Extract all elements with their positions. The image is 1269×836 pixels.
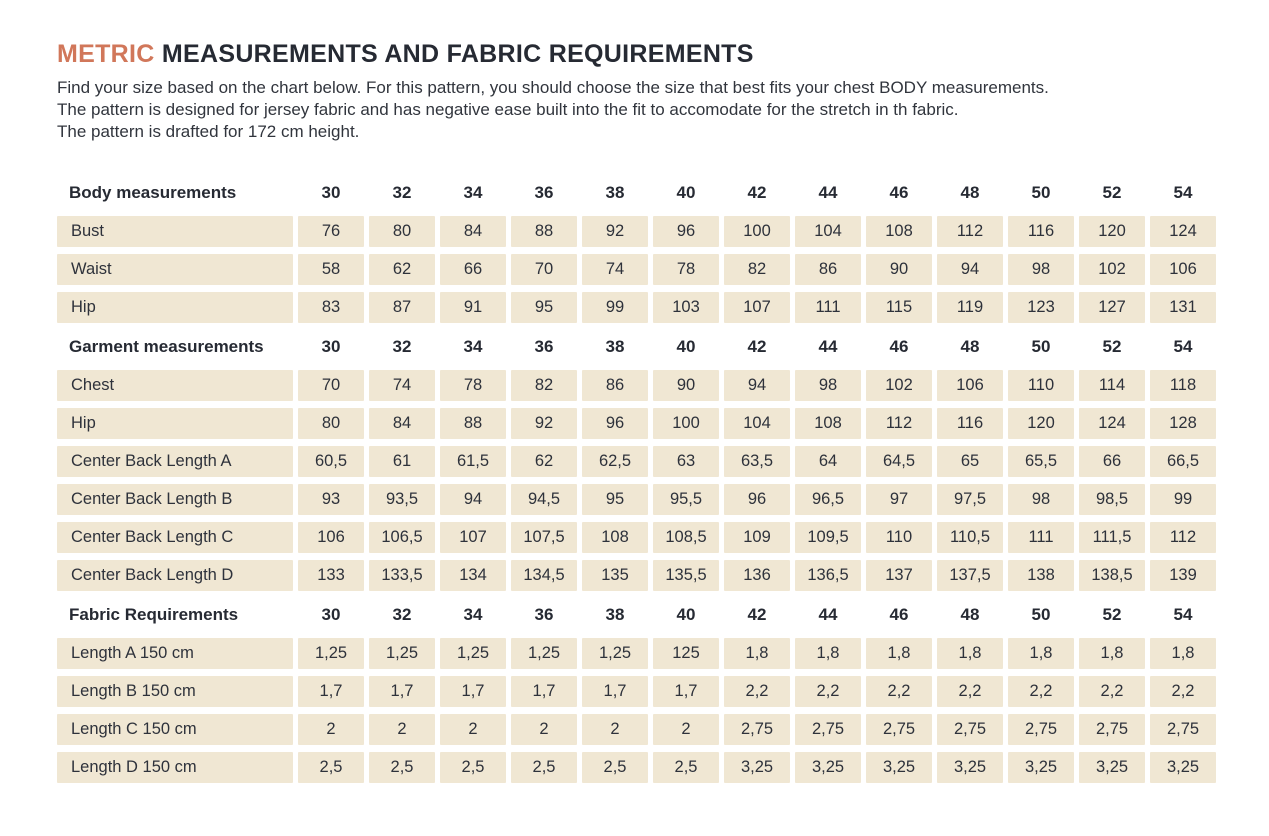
value-cell: 138,5	[1079, 560, 1145, 591]
value-cell: 108,5	[653, 522, 719, 553]
intro-text	[57, 77, 1216, 143]
value-cell: 116	[937, 408, 1003, 439]
value-cell: 137	[866, 560, 932, 591]
section-header-row	[57, 599, 1216, 630]
value-cell: 100	[653, 408, 719, 439]
value-cell: 76	[298, 216, 364, 247]
value-cell: 1,25	[440, 638, 506, 669]
value-cell: 108	[582, 522, 648, 553]
size-header-cell: 44	[818, 336, 838, 356]
value-cell: 62,5	[582, 446, 648, 477]
table-row	[57, 714, 1216, 745]
value-cell: 110	[866, 522, 932, 553]
value-cell: 66	[1079, 446, 1145, 477]
value-cell: 1,25	[298, 638, 364, 669]
value-cell: 2,75	[724, 714, 790, 745]
value-cell: 90	[866, 254, 932, 285]
value-cell: 66	[440, 254, 506, 285]
value-cell: 2,75	[866, 714, 932, 745]
value-cell: 96,5	[795, 484, 861, 515]
intro-line: The pattern is designed for jersey fabric and has negative ease built into the fit to accomodate for the stretch in th fabric.	[57, 100, 959, 119]
page-title	[57, 40, 1216, 68]
value-cell: 78	[653, 254, 719, 285]
size-header-cell: 48	[960, 604, 980, 624]
value-cell: 102	[1079, 254, 1145, 285]
value-cell: 1,7	[298, 676, 364, 707]
value-cell: 111,5	[1079, 522, 1145, 553]
value-cell: 110	[1008, 370, 1074, 401]
value-cell: 63,5	[724, 446, 790, 477]
value-cell: 133	[298, 560, 364, 591]
value-cell: 119	[937, 292, 1003, 323]
value-cell: 124	[1079, 408, 1145, 439]
row-label: Center Back Length D	[57, 560, 293, 591]
value-cell: 96	[724, 484, 790, 515]
table-row	[57, 638, 1216, 669]
value-cell: 2,5	[369, 752, 435, 783]
value-cell: 92	[511, 408, 577, 439]
row-label: Bust	[57, 216, 293, 247]
row-label: Center Back Length C	[57, 522, 293, 553]
value-cell: 96	[653, 216, 719, 247]
value-cell: 136	[724, 560, 790, 591]
table-row	[57, 446, 1216, 477]
value-cell: 1,8	[1150, 638, 1216, 669]
value-cell: 115	[866, 292, 932, 323]
value-cell: 80	[369, 216, 435, 247]
value-cell: 74	[582, 254, 648, 285]
section-header-label: Body measurements	[69, 182, 237, 202]
value-cell: 120	[1079, 216, 1145, 247]
size-header-cell: 32	[392, 182, 412, 202]
size-header-cell: 46	[889, 182, 909, 202]
value-cell: 64,5	[866, 446, 932, 477]
size-header-cell: 40	[676, 604, 696, 624]
value-cell: 2,2	[866, 676, 932, 707]
value-cell: 3,25	[724, 752, 790, 783]
value-cell: 82	[724, 254, 790, 285]
value-cell: 70	[511, 254, 577, 285]
size-header-cell: 32	[392, 604, 412, 624]
value-cell: 98	[1008, 484, 1074, 515]
row-label: Length A 150 cm	[57, 638, 293, 669]
value-cell: 97,5	[937, 484, 1003, 515]
size-header-cell: 30	[321, 604, 341, 624]
value-cell: 2,2	[1150, 676, 1216, 707]
value-cell: 90	[653, 370, 719, 401]
value-cell: 1,8	[866, 638, 932, 669]
size-header-cell: 50	[1031, 336, 1051, 356]
value-cell: 82	[511, 370, 577, 401]
value-cell: 88	[511, 216, 577, 247]
value-cell: 103	[653, 292, 719, 323]
value-cell: 93,5	[369, 484, 435, 515]
measurements-table	[57, 177, 1216, 783]
value-cell: 2	[511, 714, 577, 745]
value-cell: 87	[369, 292, 435, 323]
value-cell: 2,5	[511, 752, 577, 783]
value-cell: 1,8	[937, 638, 1003, 669]
value-cell: 3,25	[937, 752, 1003, 783]
value-cell: 107	[440, 522, 506, 553]
row-label: Length D 150 cm	[57, 752, 293, 783]
size-header-cell: 36	[534, 336, 554, 356]
value-cell: 86	[582, 370, 648, 401]
value-cell: 3,25	[1079, 752, 1145, 783]
value-cell: 134	[440, 560, 506, 591]
value-cell: 1,8	[724, 638, 790, 669]
value-cell: 110,5	[937, 522, 1003, 553]
value-cell: 58	[298, 254, 364, 285]
value-cell: 2,2	[937, 676, 1003, 707]
table-row	[57, 370, 1216, 401]
value-cell: 99	[1150, 484, 1216, 515]
value-cell: 136,5	[795, 560, 861, 591]
value-cell: 138	[1008, 560, 1074, 591]
value-cell: 97	[866, 484, 932, 515]
value-cell: 109	[724, 522, 790, 553]
size-header-cell: 48	[960, 336, 980, 356]
table-row	[57, 216, 1216, 247]
size-header-cell: 42	[747, 182, 767, 202]
value-cell: 84	[369, 408, 435, 439]
size-header-cell: 50	[1031, 182, 1051, 202]
size-header-cell: 38	[605, 336, 625, 356]
value-cell: 2,75	[1150, 714, 1216, 745]
size-header-cell: 40	[676, 182, 696, 202]
value-cell: 112	[866, 408, 932, 439]
section-header-row	[57, 177, 1216, 208]
value-cell: 107	[724, 292, 790, 323]
size-header-cell: 52	[1102, 604, 1122, 624]
table-row	[57, 560, 1216, 591]
row-label: Hip	[57, 408, 293, 439]
value-cell: 93	[298, 484, 364, 515]
size-header-cell: 30	[321, 336, 341, 356]
value-cell: 135,5	[653, 560, 719, 591]
value-cell: 2,5	[298, 752, 364, 783]
table-row	[57, 408, 1216, 439]
value-cell: 2,5	[440, 752, 506, 783]
size-header-cell: 38	[605, 604, 625, 624]
value-cell: 2,75	[795, 714, 861, 745]
size-header-cell: 42	[747, 604, 767, 624]
value-cell: 62	[511, 446, 577, 477]
value-cell: 106	[937, 370, 1003, 401]
value-cell: 107,5	[511, 522, 577, 553]
value-cell: 106	[1150, 254, 1216, 285]
size-header-cell: 54	[1173, 182, 1193, 202]
value-cell: 1,7	[369, 676, 435, 707]
value-cell: 1,25	[511, 638, 577, 669]
value-cell: 60,5	[298, 446, 364, 477]
value-cell: 109,5	[795, 522, 861, 553]
value-cell: 2,2	[795, 676, 861, 707]
value-cell: 3,25	[1150, 752, 1216, 783]
size-header-cell: 54	[1173, 336, 1193, 356]
size-header-cell: 42	[747, 336, 767, 356]
value-cell: 137,5	[937, 560, 1003, 591]
value-cell: 98,5	[1079, 484, 1145, 515]
value-cell: 74	[369, 370, 435, 401]
value-cell: 94,5	[511, 484, 577, 515]
value-cell: 104	[724, 408, 790, 439]
value-cell: 2,5	[653, 752, 719, 783]
size-header-cell: 30	[321, 182, 341, 202]
value-cell: 2	[440, 714, 506, 745]
value-cell: 1,7	[582, 676, 648, 707]
value-cell: 108	[866, 216, 932, 247]
table-row	[57, 522, 1216, 553]
value-cell: 94	[937, 254, 1003, 285]
value-cell: 95	[511, 292, 577, 323]
value-cell: 2,5	[582, 752, 648, 783]
value-cell: 1,7	[511, 676, 577, 707]
value-cell: 125	[653, 638, 719, 669]
value-cell: 2,75	[1079, 714, 1145, 745]
size-header-cell: 32	[392, 336, 412, 356]
value-cell: 1,8	[795, 638, 861, 669]
intro-line: Find your size based on the chart below. For this pattern, you should choose the size that best fits your chest BODY measurements.	[57, 78, 1049, 97]
value-cell: 2,2	[1079, 676, 1145, 707]
value-cell: 112	[1150, 522, 1216, 553]
value-cell: 66,5	[1150, 446, 1216, 477]
value-cell: 1,8	[1079, 638, 1145, 669]
value-cell: 83	[298, 292, 364, 323]
row-label: Chest	[57, 370, 293, 401]
value-cell: 88	[440, 408, 506, 439]
row-label: Length C 150 cm	[57, 714, 293, 745]
value-cell: 95	[582, 484, 648, 515]
value-cell: 99	[582, 292, 648, 323]
value-cell: 3,25	[1008, 752, 1074, 783]
size-header-cell: 36	[534, 182, 554, 202]
value-cell: 102	[866, 370, 932, 401]
value-cell: 2	[653, 714, 719, 745]
section-header-label: Garment measurements	[69, 336, 264, 356]
value-cell: 70	[298, 370, 364, 401]
size-header-cell: 38	[605, 182, 625, 202]
value-cell: 2	[582, 714, 648, 745]
value-cell: 116	[1008, 216, 1074, 247]
value-cell: 111	[795, 292, 861, 323]
value-cell: 63	[653, 446, 719, 477]
size-header-cell: 34	[463, 604, 483, 624]
table-row	[57, 292, 1216, 323]
value-cell: 61,5	[440, 446, 506, 477]
size-header-cell: 46	[889, 336, 909, 356]
value-cell: 106	[298, 522, 364, 553]
size-header-cell: 48	[960, 182, 980, 202]
value-cell: 1,25	[369, 638, 435, 669]
row-label: Center Back Length B	[57, 484, 293, 515]
size-header-cell: 44	[818, 182, 838, 202]
value-cell: 64	[795, 446, 861, 477]
value-cell: 1,7	[653, 676, 719, 707]
row-label: Waist	[57, 254, 293, 285]
table-row	[57, 254, 1216, 285]
size-header-cell: 46	[889, 604, 909, 624]
size-header-cell: 44	[818, 604, 838, 624]
value-cell: 2	[298, 714, 364, 745]
value-cell: 112	[937, 216, 1003, 247]
row-label: Length B 150 cm	[57, 676, 293, 707]
size-header-cell: 52	[1102, 182, 1122, 202]
value-cell: 84	[440, 216, 506, 247]
table-row	[57, 484, 1216, 515]
value-cell: 139	[1150, 560, 1216, 591]
value-cell: 98	[795, 370, 861, 401]
value-cell: 3,25	[795, 752, 861, 783]
value-cell: 128	[1150, 408, 1216, 439]
value-cell: 94	[440, 484, 506, 515]
value-cell: 65	[937, 446, 1003, 477]
row-label: Center Back Length A	[57, 446, 293, 477]
value-cell: 124	[1150, 216, 1216, 247]
value-cell: 135	[582, 560, 648, 591]
value-cell: 2	[369, 714, 435, 745]
page-title-rest: MEASUREMENTS AND FABRIC REQUIREMENTS	[154, 40, 754, 68]
value-cell: 80	[298, 408, 364, 439]
value-cell: 131	[1150, 292, 1216, 323]
value-cell: 96	[582, 408, 648, 439]
value-cell: 134,5	[511, 560, 577, 591]
value-cell: 91	[440, 292, 506, 323]
value-cell: 86	[795, 254, 861, 285]
value-cell: 108	[795, 408, 861, 439]
value-cell: 92	[582, 216, 648, 247]
intro-line: The pattern is drafted for 172 cm height.	[57, 122, 360, 141]
value-cell: 133,5	[369, 560, 435, 591]
value-cell: 120	[1008, 408, 1074, 439]
value-cell: 104	[795, 216, 861, 247]
value-cell: 78	[440, 370, 506, 401]
value-cell: 1,25	[582, 638, 648, 669]
section-header-row	[57, 331, 1216, 362]
value-cell: 62	[369, 254, 435, 285]
table-row	[57, 676, 1216, 707]
value-cell: 127	[1079, 292, 1145, 323]
table-row	[57, 752, 1216, 783]
size-header-cell: 34	[463, 182, 483, 202]
section-header-label: Fabric Requirements	[69, 604, 239, 624]
row-label: Hip	[57, 292, 293, 323]
size-header-cell: 36	[534, 604, 554, 624]
value-cell: 2,2	[724, 676, 790, 707]
size-header-cell: 40	[676, 336, 696, 356]
value-cell: 118	[1150, 370, 1216, 401]
value-cell: 61	[369, 446, 435, 477]
value-cell: 123	[1008, 292, 1074, 323]
page-title-accent: METRIC	[57, 40, 155, 68]
value-cell: 98	[1008, 254, 1074, 285]
value-cell: 2,75	[937, 714, 1003, 745]
value-cell: 106,5	[369, 522, 435, 553]
value-cell: 2,2	[1008, 676, 1074, 707]
size-header-cell: 34	[463, 336, 483, 356]
value-cell: 100	[724, 216, 790, 247]
value-cell: 95,5	[653, 484, 719, 515]
size-header-cell: 52	[1102, 336, 1122, 356]
value-cell: 1,7	[440, 676, 506, 707]
value-cell: 3,25	[866, 752, 932, 783]
size-header-cell: 50	[1031, 604, 1051, 624]
value-cell: 65,5	[1008, 446, 1074, 477]
size-header-cell: 54	[1173, 604, 1193, 624]
value-cell: 94	[724, 370, 790, 401]
value-cell: 111	[1008, 522, 1074, 553]
value-cell: 114	[1079, 370, 1145, 401]
value-cell: 2,75	[1008, 714, 1074, 745]
value-cell: 1,8	[1008, 638, 1074, 669]
